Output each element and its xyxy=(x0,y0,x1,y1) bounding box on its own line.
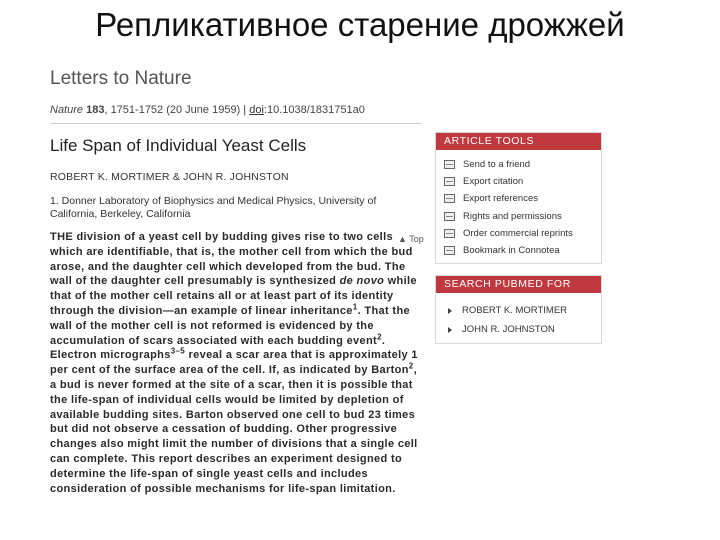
reference-link[interactable]: 2 xyxy=(377,331,382,341)
article-authors: ROBERT K. MORTIMER & JOHN R. JOHNSTON xyxy=(50,171,289,183)
article-tools-header: ARTICLE TOOLS xyxy=(436,133,601,150)
export-references-icon xyxy=(444,194,455,203)
article-tool-link[interactable] xyxy=(444,225,601,242)
doi-link[interactable]: doi xyxy=(249,104,264,116)
export-citation-icon xyxy=(444,177,455,186)
article-tool-label: Send to a friend xyxy=(463,159,531,171)
journal-name: Nature xyxy=(50,104,84,116)
pubmed-author-label: ROBERT K. MORTIMER xyxy=(462,305,568,316)
article-abstract: THE division of a yeast cell by budding gives rise to two cells which are identifiable, that is, the mother cell from which the bud arose, and the daughter cell which developed from the bud. The wall of the daughter cell presumably is synthesized de novo while that of the mother cell retains all or at least part of its identity through the division—an example of linear inheritance$^1$. That the wall of the mother cell is not reformed is evidenced by the accumulation of scars associated with each budding event$^2$. Electron micrographs$^{3-5}$ reveal a scar area that is approximately 1 per cent of the surface area of the cell. If, as indicated by Barton$^2$, a bud is never formed at the site of a scar, then it is possible that the life-span of individual cells would be limited by depletion of available budding sites. Barton observed one cell to bud 23 times but did not observe a cessation of budding. Other progressive changes also might limit the number of divisions that a single cell can complete. This report describes an experiment designed to determine the life-span of single yeast cells and includes consideration of possible mechanisms for life-span limitation. xyxy=(50,231,418,495)
pubmed-author-label: JOHN R. JOHNSTON xyxy=(462,324,555,335)
reference-link[interactable]: 2 xyxy=(408,361,414,371)
article-tool-label: Rights and permissions xyxy=(463,210,562,222)
arrow-right-icon xyxy=(448,327,452,333)
article-tool-label: Bookmark in Connotea xyxy=(463,245,560,257)
emphasis-de-novo: de novo xyxy=(339,275,385,288)
arrow-right-icon xyxy=(448,308,452,314)
article-tool-link[interactable] xyxy=(444,156,601,173)
pubmed-author-link[interactable] xyxy=(448,320,601,339)
reference-link[interactable]: 1 xyxy=(352,302,358,312)
citation-details: , 1751-1752 (20 June 1959) | xyxy=(104,104,250,116)
rights-icon xyxy=(444,212,455,221)
author-affiliation: 1. Donner Laboratory of Biophysics and Medical Physics, University of California, Berkeley, California xyxy=(50,195,377,220)
section-heading: Letters to Nature xyxy=(50,68,192,89)
article-title: Life Span of Individual Yeast Cells xyxy=(50,136,307,155)
pubmed-panel xyxy=(435,275,602,344)
article-tool-link[interactable] xyxy=(444,242,601,259)
article-tools-panel xyxy=(435,132,602,264)
divider xyxy=(50,123,422,124)
article-tool-link[interactable] xyxy=(444,173,601,190)
reference-link[interactable]: 3–5 xyxy=(170,346,186,356)
citation-line xyxy=(50,104,365,116)
reprints-icon xyxy=(444,229,455,238)
article-tool-label: Export references xyxy=(463,193,538,205)
pubmed-header: SEARCH PUBMED FOR xyxy=(436,276,601,293)
article-tools-list xyxy=(436,150,601,263)
article-tool-link[interactable] xyxy=(444,208,601,225)
doi-value: :10.1038/1831751a0 xyxy=(263,104,365,116)
pubmed-author-link[interactable] xyxy=(448,301,601,320)
mail-icon xyxy=(444,160,455,169)
article-tool-link[interactable] xyxy=(444,190,601,207)
article-tool-label: Order commercial reprints xyxy=(463,227,573,239)
article-tool-label: Export citation xyxy=(463,176,524,188)
bookmark-icon xyxy=(444,246,455,255)
slide-title: Репликативное старение дрожжей xyxy=(95,6,625,43)
journal-volume: 183 xyxy=(86,104,105,116)
top-link[interactable]: ▲ Top xyxy=(398,234,424,244)
pubmed-list xyxy=(436,293,601,343)
